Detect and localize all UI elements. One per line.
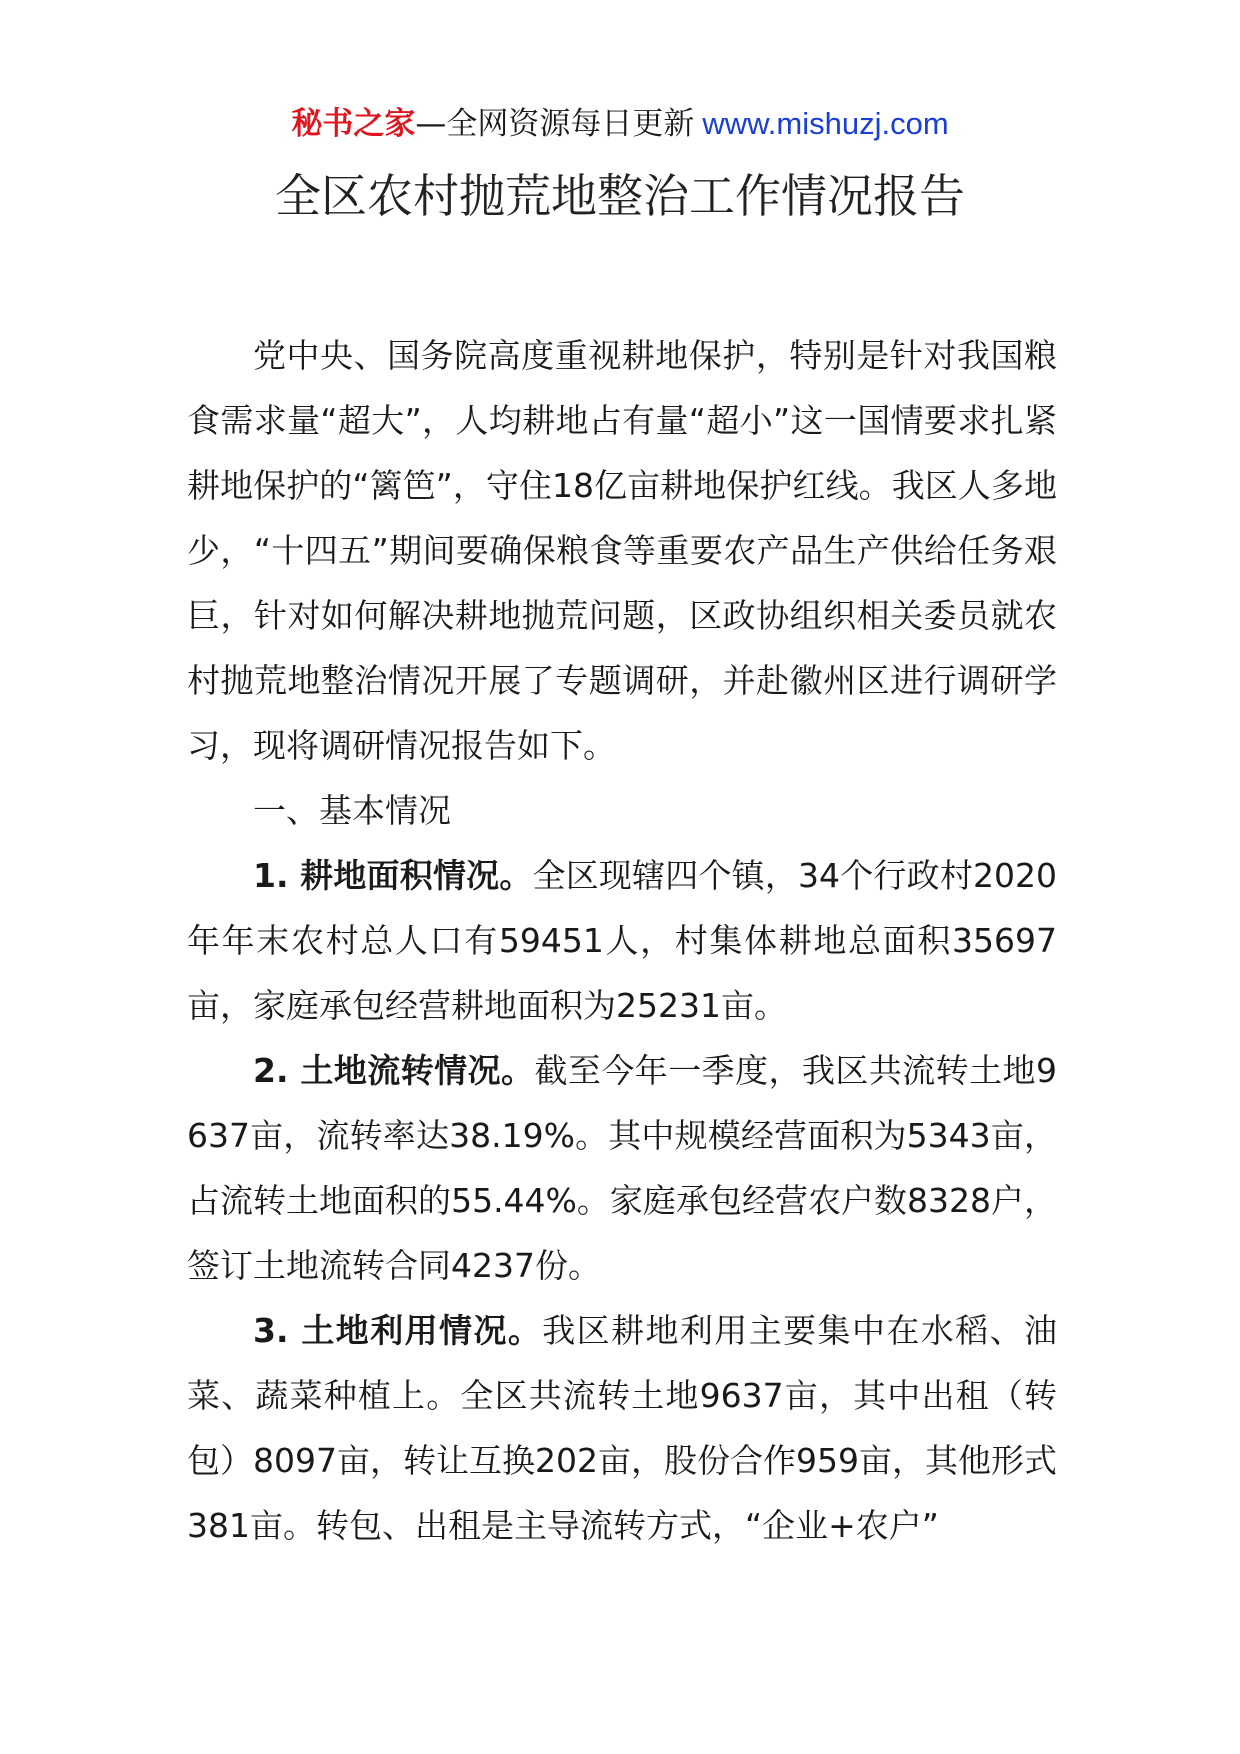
item-paragraph-land-transfer <box>187 1038 1057 1298</box>
item-text-farmland-area: 全区现辖四个镇，34个行政村2020年年末农村总人口有59451人，村集体耕地总面积35697亩，家庭承包经营耕地面积为25231亩。 <box>187 856 1057 1025</box>
intro-paragraph: 党中央、国务院高度重视耕地保护，特别是针对我国粮食需求量“超大”，人均耕地占有量“超小”这一国情要求扎紧耕地保护的“篱笆”，守住18亿亩耕地保护红线。我区人多地少，“十四五”期间要确保粮食等重要农产品生产供给任务艰巨，针对如何解决耕地抛荒问题，区政协组织相关委员就农村抛荒地整治情况开展了专题调研，并赴徽州区进行调研学习，现将调研情况报告如下。 <box>187 336 1057 765</box>
document-title: 全区农村抛荒地整治工作情况报告 <box>275 169 965 223</box>
document-body <box>187 323 1057 1558</box>
section-heading-basic: 一、基本情况 <box>253 791 451 830</box>
item-paragraph-farmland-area <box>187 843 1057 1038</box>
site-banner <box>0 102 1240 146</box>
banner-tagline: —全网资源每日更新 <box>415 106 695 142</box>
item-lead-land-transfer: 2. 土地流转情况。 <box>253 1051 535 1090</box>
item-lead-land-use: 3. 土地利用情况。 <box>253 1311 543 1350</box>
item-paragraph-land-use <box>187 1298 1057 1558</box>
item-text-land-use: 我区耕地利用主要集中在水稻、油菜、蔬菜种植上。全区共流转土地9637亩，其中出租（转包）8097亩，转让互换202亩，股份合作959亩，其他形式381亩。转包、出租是主导流转方式，“企业+农户” <box>187 1311 1057 1545</box>
banner-site-url: www.mishuzj.com <box>702 106 949 141</box>
banner-brand: 秘书之家 <box>291 106 416 142</box>
item-text-land-transfer: 截至今年一季度，我区共流转土地9637亩，流转率达38.19%。其中规模经营面积为5343亩，占流转土地面积的55.44%。家庭承包经营农户数8328户，签订土地流转合同4237份。 <box>187 1051 1057 1285</box>
item-lead-farmland-area: 1. 耕地面积情况。 <box>253 856 533 895</box>
